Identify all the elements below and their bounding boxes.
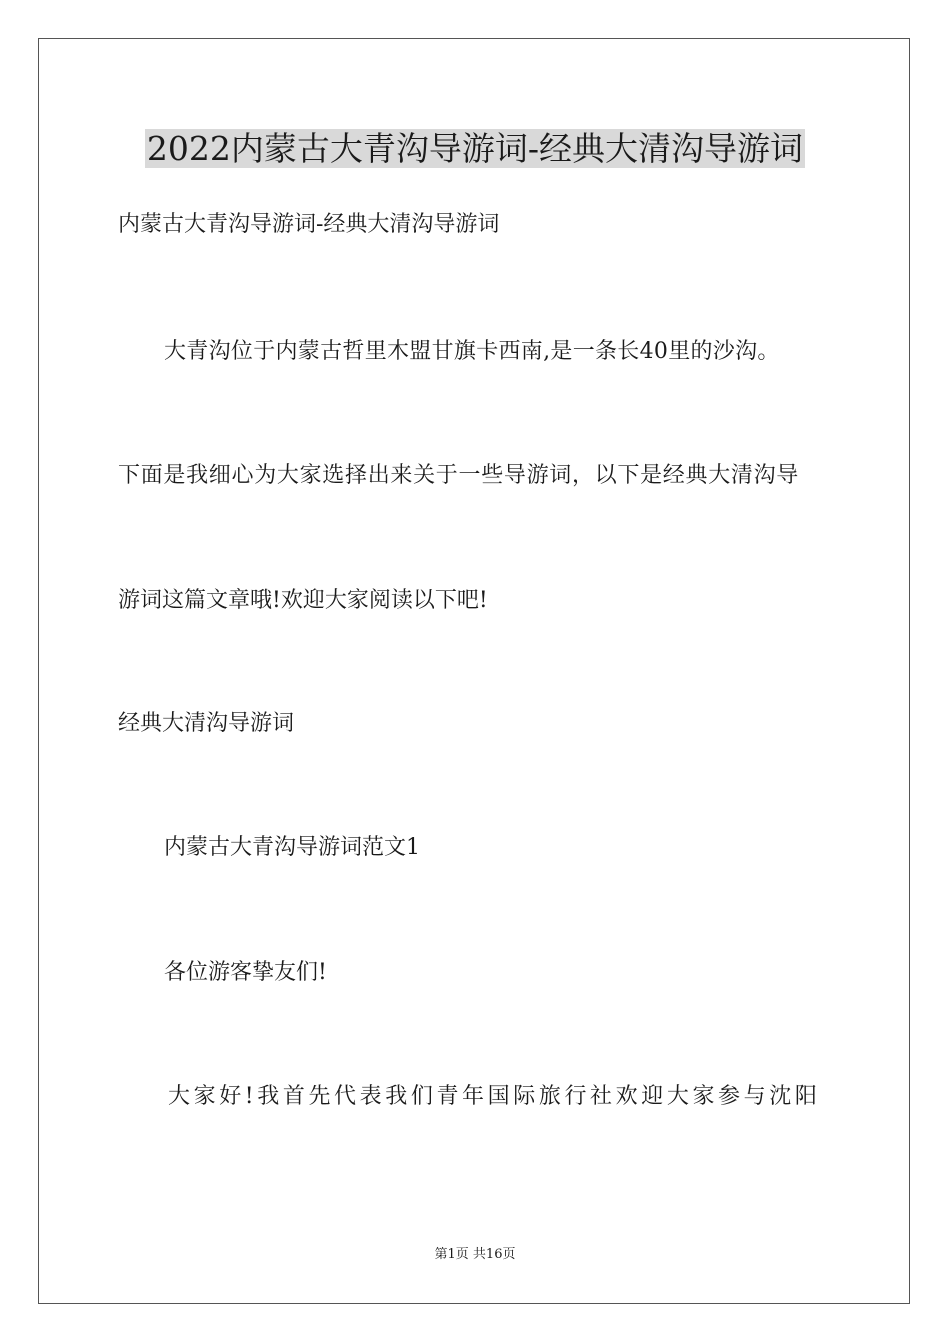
welcome-line: 大家好!我首先代表我们青年国际旅行社欢迎大家参与沈阳 [168, 1084, 821, 1109]
sample-heading: 内蒙古大青沟导游词范文1 [164, 835, 420, 860]
paragraph-line-end: 游词这篇文章哦!欢迎大家阅读以下吧! [118, 588, 488, 613]
page-number: 第1页 共16页 [434, 1247, 516, 1262]
paragraph-intro: 大青沟位于内蒙古哲里木盟甘旗卡西南,是一条长40里的沙沟。 [164, 339, 780, 364]
section-heading: 经典大清沟导游词 [118, 711, 295, 736]
subtitle-line: 内蒙古大青沟导游词-经典大清沟导游词 [118, 212, 500, 237]
document-title [0, 126, 950, 172]
title-text: 2022内蒙古大青沟导游词-经典大清沟导游词 [146, 129, 804, 168]
greeting-line: 各位游客挚友们! [164, 960, 327, 985]
paragraph-line-continued: 下面是我细心为大家选择出来关于一些导游词，以下是经典大清沟导 [118, 463, 800, 488]
